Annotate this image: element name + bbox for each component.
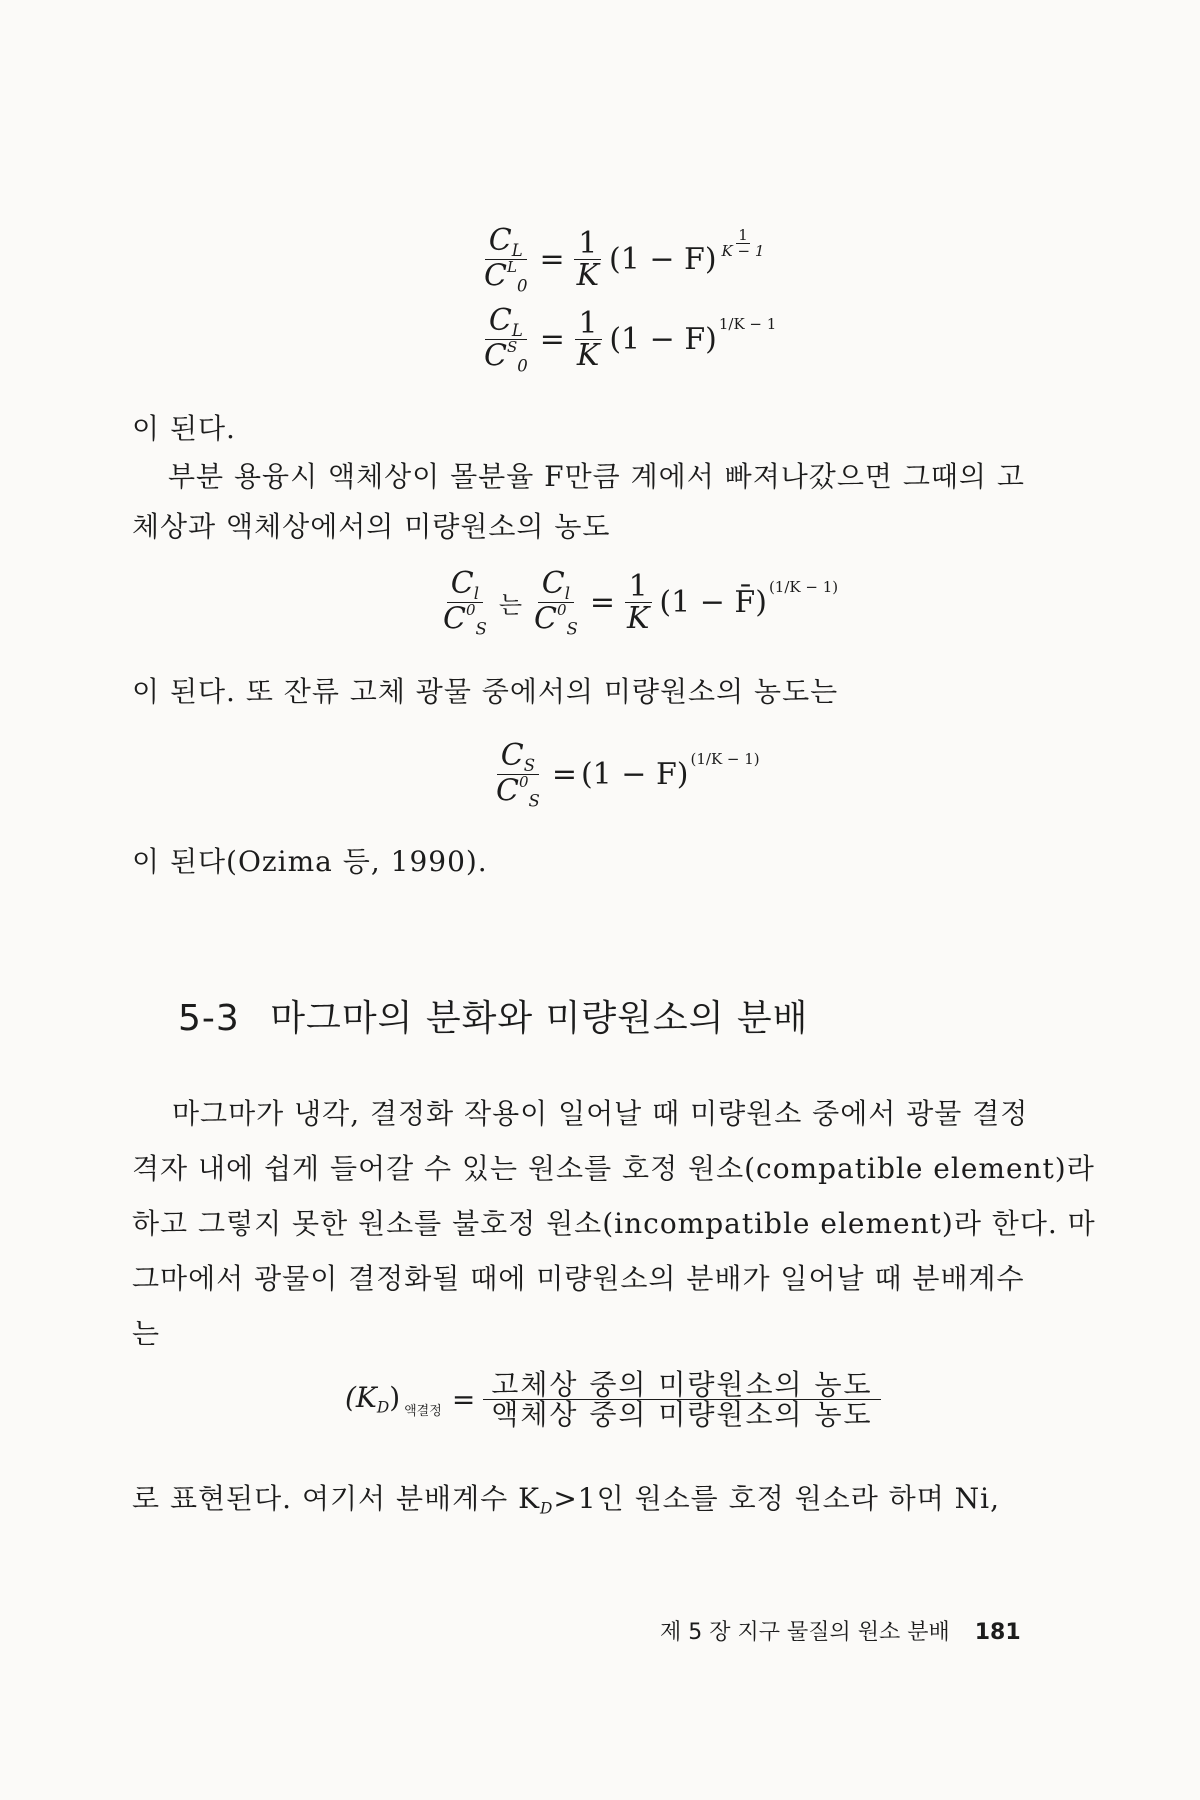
equation-4: $\frac{C_S}{C^0_S}$ = (1 − F) (1/K − 1) <box>488 740 760 810</box>
section-number: 5-3 <box>178 998 240 1039</box>
kd-equation: $(K_D)$ $_{액결정}$ = $\frac{\text{고체상 중의 미량원소의 농도}}{\text{액체상 중의 미량원소의 농도}}$ <box>345 1370 885 1430</box>
paragraph-5-line-2: 격자 내에 쉽게 들어갈 수 있는 원소를 호정 원소(compatible element)라 <box>132 1152 1095 1185</box>
eq3-connector: 는 <box>498 591 523 620</box>
paragraph-3: 이 된다. 또 잔류 고체 광물 중에서의 미량원소의 농도는 <box>132 675 839 708</box>
eq2-factor: (1 − F) <box>609 322 717 358</box>
paragraph-2-line-2: 체상과 액체상에서의 미량원소의 농도 <box>132 510 611 543</box>
paragraph-4: 이 된다(Ozima 등, 1990). <box>132 845 488 878</box>
eq2-lhs-fraction: $\frac{C_L}{C^S_0}$ <box>484 303 528 376</box>
section-heading <box>178 990 808 1041</box>
section-title: 마그마의 분화와 미량원소의 분배 <box>270 998 809 1039</box>
eq4-lhs-fraction: $\frac{C_S}{C^0_S}$ <box>496 738 540 811</box>
eq3-mid-fraction: $\frac{C_l}{C^0_S}$ <box>534 566 578 639</box>
paragraph-6: 로 표현된다. 여기서 분배계수 $K_D>1$인 원소를 호정 원소라 하며 Ni, <box>132 1482 1001 1518</box>
page-number: 181 <box>974 1620 1021 1645</box>
paragraph-2-line-1: 부분 용융시 액체상이 몰분율 F만큼 계에서 빠져나갔으면 그때의 고 <box>168 460 1025 493</box>
paragraph-5-line-1: 마그마가 냉각, 결정화 작용이 일어날 때 미량원소 중에서 광물 결정 <box>172 1097 1029 1130</box>
eq3-factor: (1 − F̄) <box>659 585 767 621</box>
eq3-exponent: (1/K − 1) <box>768 577 839 596</box>
paragraph-5-line-4: 그마에서 광물이 결정화될 때에 미량원소의 분배가 일어날 때 분배계수 <box>132 1262 1025 1295</box>
paragraph-1: 이 된다. <box>132 412 236 445</box>
equation-2: $\frac{C_L}{C^S_0}$ = $\frac{1}{K}$ (1 − F) 1/K − 1 <box>476 305 776 375</box>
eq4-exponent: (1/K − 1) <box>690 749 760 768</box>
eq3-lhs-fraction: $\frac{C_l}{C^0_S}$ <box>443 566 487 639</box>
chapter-title: 제 5 장 지구 물질의 원소 분배 <box>660 1620 950 1645</box>
eq4-factor: (1 − F) <box>580 757 689 793</box>
eq1-factor: (1 − F) <box>609 242 717 278</box>
eq2-rhs-fraction: $\frac{1}{K}$ <box>573 308 603 372</box>
page-footer <box>660 1615 1021 1646</box>
eq1-rhs-fraction: $\frac{1}{K}$ <box>573 228 603 292</box>
eq1-exponent: $\frac{1}{K - 1}$ <box>721 225 765 261</box>
eq2-exponent: 1/K − 1 <box>718 314 777 333</box>
paragraph-5-line-3: 하고 그렇지 못한 원소를 불호정 원소(incompatible element)라 한다. 마 <box>132 1207 1096 1240</box>
kd-lhs: $(K_D)$ $_{액결정}$ <box>345 1380 442 1419</box>
kd-fraction: $\frac{\text{고체상 중의 미량원소의 농도}}{\text{액체상 중의 미량원소의 농도}}$ <box>483 1370 880 1430</box>
eq3-rhs-fraction: $\frac{1}{K}$ <box>623 571 653 635</box>
paragraph-5-line-5: 는 <box>132 1317 161 1350</box>
equation-1: $\frac{C_L}{C^L_0}$ = $\frac{1}{K}$ (1 − F) $\frac{1}{K - 1}$ <box>476 225 767 295</box>
eq1-lhs-fraction: $\frac{C_L}{C^L_0}$ <box>484 223 528 296</box>
equation-3: $\frac{C_l}{C^0_S}$ 는 $\frac{C_l}{C^0_S}$ = $\frac{1}{K}$ (1 − F̄) (1/K − 1) <box>435 568 838 638</box>
